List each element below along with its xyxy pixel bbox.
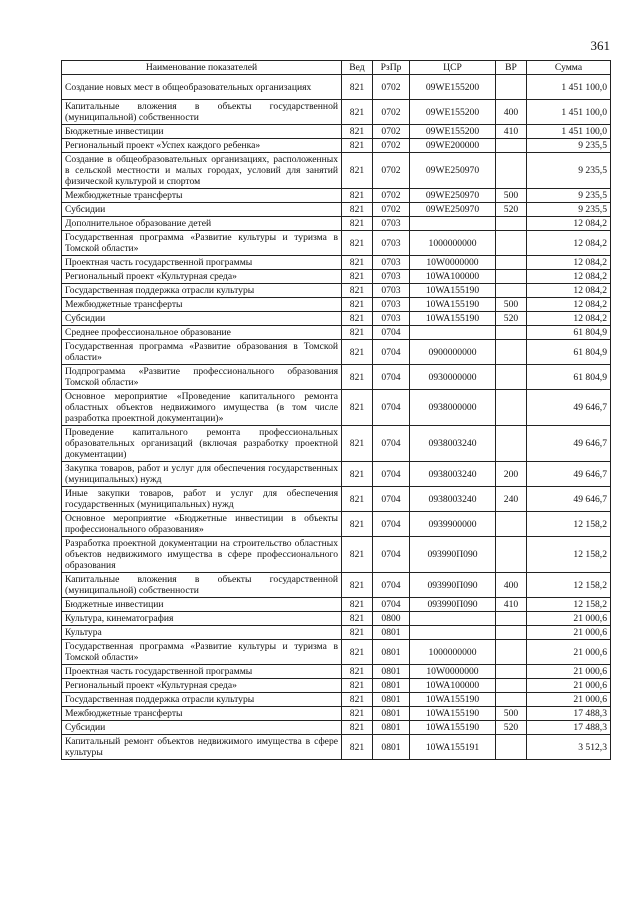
- table-row: [62, 284, 611, 298]
- cell-sum: 61 804,9: [527, 340, 611, 365]
- table-row: [62, 573, 611, 598]
- cell-rzpr: 0801: [373, 693, 410, 707]
- cell-rzpr: 0801: [373, 679, 410, 693]
- cell-ved: 821: [342, 573, 373, 598]
- cell-name: Межбюджетные трансферты: [62, 707, 342, 721]
- cell-ved: 821: [342, 640, 373, 665]
- table-row: [62, 626, 611, 640]
- cell-rzpr: 0703: [373, 312, 410, 326]
- table-row: [62, 340, 611, 365]
- cell-ved: 821: [342, 612, 373, 626]
- cell-sum: 12 084,2: [527, 231, 611, 256]
- table-row: [62, 298, 611, 312]
- cell-vr: [496, 340, 527, 365]
- cell-name: Капитальные вложения в объекты государственной (муниципальной) собственности: [62, 573, 342, 598]
- cell-sum: 9 235,5: [527, 153, 611, 189]
- cell-vr: [496, 270, 527, 284]
- cell-vr: 410: [496, 598, 527, 612]
- cell-ved: 821: [342, 139, 373, 153]
- cell-sum: 49 646,7: [527, 462, 611, 487]
- header-sum: Сумма: [527, 61, 611, 75]
- cell-rzpr: 0702: [373, 189, 410, 203]
- cell-name: Иные закупки товаров, работ и услуг для обеспечения государственных (муниципальных) нужд: [62, 487, 342, 512]
- cell-ved: 821: [342, 487, 373, 512]
- table-row: [62, 203, 611, 217]
- cell-csr: 09WE155200: [410, 100, 496, 125]
- header-rzpr: РзПр: [373, 61, 410, 75]
- table-row: [62, 693, 611, 707]
- cell-csr: 09WE155200: [410, 125, 496, 139]
- cell-name: Субсидии: [62, 721, 342, 735]
- table-row: [62, 640, 611, 665]
- cell-name: Субсидии: [62, 203, 342, 217]
- cell-name: Проектная часть государственной программы: [62, 665, 342, 679]
- cell-rzpr: 0702: [373, 75, 410, 100]
- table-row: [62, 270, 611, 284]
- header-name: Наименование показателей: [62, 61, 342, 75]
- table-row: [62, 217, 611, 231]
- cell-sum: 61 804,9: [527, 326, 611, 340]
- cell-name: Субсидии: [62, 312, 342, 326]
- cell-vr: 410: [496, 125, 527, 139]
- cell-ved: 821: [342, 75, 373, 100]
- cell-sum: 12 084,2: [527, 270, 611, 284]
- cell-sum: 21 000,6: [527, 693, 611, 707]
- cell-name: Создание новых мест в общеобразовательных организациях: [62, 75, 342, 100]
- cell-rzpr: 0704: [373, 573, 410, 598]
- cell-vr: [496, 537, 527, 573]
- cell-ved: 821: [342, 340, 373, 365]
- cell-vr: [496, 665, 527, 679]
- table-row: [62, 679, 611, 693]
- cell-rzpr: 0704: [373, 390, 410, 426]
- cell-vr: 240: [496, 487, 527, 512]
- cell-sum: 21 000,6: [527, 612, 611, 626]
- table-row: [62, 231, 611, 256]
- cell-ved: 821: [342, 312, 373, 326]
- cell-ved: 821: [342, 626, 373, 640]
- cell-ved: 821: [342, 256, 373, 270]
- cell-rzpr: 0704: [373, 365, 410, 390]
- cell-ved: 821: [342, 665, 373, 679]
- cell-csr: 0900000000: [410, 340, 496, 365]
- cell-csr: 10W0000000: [410, 256, 496, 270]
- cell-ved: 821: [342, 512, 373, 537]
- table-row: [62, 462, 611, 487]
- cell-vr: 400: [496, 573, 527, 598]
- cell-sum: 17 488,3: [527, 707, 611, 721]
- cell-name: Подпрограмма «Развитие профессионального образования Томской области»: [62, 365, 342, 390]
- cell-csr: 1000000000: [410, 640, 496, 665]
- table-row: [62, 512, 611, 537]
- cell-name: Закупка товаров, работ и услуг для обеспечения государственных (муниципальных) нужд: [62, 462, 342, 487]
- cell-ved: 821: [342, 298, 373, 312]
- cell-rzpr: 0704: [373, 326, 410, 340]
- cell-sum: 9 235,5: [527, 189, 611, 203]
- cell-csr: 1000000000: [410, 231, 496, 256]
- cell-csr: 0938000000: [410, 390, 496, 426]
- cell-csr: 093990П090: [410, 598, 496, 612]
- cell-ved: 821: [342, 189, 373, 203]
- table-row: [62, 721, 611, 735]
- cell-ved: 821: [342, 365, 373, 390]
- cell-csr: 10WA155190: [410, 312, 496, 326]
- cell-vr: [496, 217, 527, 231]
- cell-name: Культура: [62, 626, 342, 640]
- cell-sum: 12 158,2: [527, 537, 611, 573]
- table-row: [62, 390, 611, 426]
- cell-ved: 821: [342, 284, 373, 298]
- cell-csr: 0938003240: [410, 487, 496, 512]
- cell-ved: 821: [342, 270, 373, 284]
- cell-csr: 0930000000: [410, 365, 496, 390]
- cell-ved: 821: [342, 721, 373, 735]
- cell-rzpr: 0800: [373, 612, 410, 626]
- cell-vr: [496, 640, 527, 665]
- table-row: [62, 537, 611, 573]
- cell-ved: 821: [342, 679, 373, 693]
- cell-rzpr: 0704: [373, 426, 410, 462]
- cell-vr: [496, 326, 527, 340]
- table-row: [62, 598, 611, 612]
- cell-rzpr: 0702: [373, 153, 410, 189]
- table-row: [62, 735, 611, 760]
- cell-csr: [410, 326, 496, 340]
- table-body: [62, 75, 611, 760]
- cell-name: Региональный проект «Культурная среда»: [62, 679, 342, 693]
- cell-rzpr: 0801: [373, 721, 410, 735]
- cell-name: Дополнительное образование детей: [62, 217, 342, 231]
- cell-vr: [496, 256, 527, 270]
- cell-vr: [496, 153, 527, 189]
- cell-name: Государственная поддержка отрасли культуры: [62, 693, 342, 707]
- cell-ved: 821: [342, 231, 373, 256]
- cell-name: Бюджетные инвестиции: [62, 598, 342, 612]
- table-row: [62, 139, 611, 153]
- cell-rzpr: 0801: [373, 707, 410, 721]
- cell-rzpr: 0801: [373, 640, 410, 665]
- cell-vr: [496, 612, 527, 626]
- cell-vr: [496, 231, 527, 256]
- cell-sum: 21 000,6: [527, 626, 611, 640]
- cell-csr: 10WA155190: [410, 707, 496, 721]
- cell-csr: 0939900000: [410, 512, 496, 537]
- cell-vr: [496, 390, 527, 426]
- header-ved: Вед: [342, 61, 373, 75]
- cell-name: Бюджетные инвестиции: [62, 125, 342, 139]
- cell-csr: 10WA155190: [410, 721, 496, 735]
- cell-vr: 520: [496, 721, 527, 735]
- cell-rzpr: 0702: [373, 139, 410, 153]
- cell-csr: 093990П090: [410, 537, 496, 573]
- cell-sum: 12 084,2: [527, 217, 611, 231]
- cell-name: Культура, кинематография: [62, 612, 342, 626]
- cell-sum: 12 158,2: [527, 512, 611, 537]
- table-row: [62, 487, 611, 512]
- cell-sum: 12 084,2: [527, 284, 611, 298]
- budget-table: [61, 60, 611, 760]
- table-row: [62, 426, 611, 462]
- cell-rzpr: 0703: [373, 231, 410, 256]
- cell-vr: [496, 284, 527, 298]
- table-row: [62, 326, 611, 340]
- cell-name: Капитальные вложения в объекты государственной (муниципальной) собственности: [62, 100, 342, 125]
- cell-rzpr: 0704: [373, 487, 410, 512]
- cell-ved: 821: [342, 598, 373, 612]
- cell-name: Основное мероприятие «Бюджетные инвестиции в объекты профессионального образования»: [62, 512, 342, 537]
- cell-csr: 10WA155190: [410, 298, 496, 312]
- cell-sum: 12 084,2: [527, 312, 611, 326]
- cell-csr: 10WA100000: [410, 270, 496, 284]
- cell-ved: 821: [342, 426, 373, 462]
- cell-vr: 500: [496, 707, 527, 721]
- cell-rzpr: 0703: [373, 284, 410, 298]
- cell-vr: [496, 626, 527, 640]
- cell-sum: 12 158,2: [527, 598, 611, 612]
- cell-csr: 09WE200000: [410, 139, 496, 153]
- table-row: [62, 153, 611, 189]
- cell-sum: 17 488,3: [527, 721, 611, 735]
- cell-sum: 12 084,2: [527, 256, 611, 270]
- cell-vr: [496, 693, 527, 707]
- page-number: 361: [590, 38, 610, 53]
- cell-name: Государственная программа «Развитие образования в Томской области»: [62, 340, 342, 365]
- cell-sum: 21 000,6: [527, 665, 611, 679]
- table-row: [62, 189, 611, 203]
- table-row: [62, 707, 611, 721]
- cell-vr: [496, 735, 527, 760]
- cell-rzpr: 0702: [373, 125, 410, 139]
- cell-ved: 821: [342, 462, 373, 487]
- table-row: [62, 75, 611, 100]
- cell-name: Основное мероприятие «Проведение капитального ремонта областных объектов недвижимого имущества (в том числе разработка проектной документации)»: [62, 390, 342, 426]
- cell-csr: [410, 217, 496, 231]
- header-csr: ЦСР: [410, 61, 496, 75]
- cell-sum: 21 000,6: [527, 640, 611, 665]
- cell-ved: 821: [342, 735, 373, 760]
- cell-ved: 821: [342, 100, 373, 125]
- table-row: [62, 125, 611, 139]
- cell-name: Проведение капитального ремонта профессиональных образовательных организаций (включая разработку проектной документации): [62, 426, 342, 462]
- cell-name: Создание в общеобразовательных организациях, расположенных в сельской местности и малых городах, условий для занятий физической культурой и спортом: [62, 153, 342, 189]
- cell-rzpr: 0703: [373, 217, 410, 231]
- cell-csr: 09WE250970: [410, 203, 496, 217]
- cell-vr: 520: [496, 312, 527, 326]
- table-row: [62, 312, 611, 326]
- cell-ved: 821: [342, 537, 373, 573]
- cell-name: Государственная программа «Развитие культуры и туризма в Томской области»: [62, 231, 342, 256]
- cell-vr: 500: [496, 298, 527, 312]
- cell-csr: 10WA155190: [410, 284, 496, 298]
- cell-ved: 821: [342, 707, 373, 721]
- cell-vr: [496, 512, 527, 537]
- cell-rzpr: 0704: [373, 512, 410, 537]
- cell-name: Государственная программа «Развитие культуры и туризма в Томской области»: [62, 640, 342, 665]
- cell-sum: 21 000,6: [527, 679, 611, 693]
- cell-ved: 821: [342, 125, 373, 139]
- cell-sum: 1 451 100,0: [527, 75, 611, 100]
- cell-rzpr: 0702: [373, 100, 410, 125]
- cell-ved: 821: [342, 390, 373, 426]
- cell-name: Региональный проект «Успех каждого ребенка»: [62, 139, 342, 153]
- cell-sum: 9 235,5: [527, 203, 611, 217]
- cell-ved: 821: [342, 203, 373, 217]
- cell-vr: [496, 75, 527, 100]
- cell-vr: 500: [496, 189, 527, 203]
- cell-vr: [496, 679, 527, 693]
- table-header-row: [62, 61, 611, 75]
- cell-sum: 1 451 100,0: [527, 125, 611, 139]
- cell-rzpr: 0704: [373, 537, 410, 573]
- cell-csr: 10WA155190: [410, 693, 496, 707]
- cell-name: Среднее профессиональное образование: [62, 326, 342, 340]
- table-row: [62, 256, 611, 270]
- cell-csr: 10W0000000: [410, 665, 496, 679]
- cell-rzpr: 0703: [373, 270, 410, 284]
- cell-csr: [410, 612, 496, 626]
- cell-sum: 1 451 100,0: [527, 100, 611, 125]
- cell-sum: 49 646,7: [527, 487, 611, 512]
- cell-name: Государственная поддержка отрасли культуры: [62, 284, 342, 298]
- cell-sum: 3 512,3: [527, 735, 611, 760]
- cell-csr: [410, 626, 496, 640]
- table-row: [62, 100, 611, 125]
- cell-name: Разработка проектной документации на строительство областных объектов недвижимого имущества в сфере профессионального образования: [62, 537, 342, 573]
- table-row: [62, 665, 611, 679]
- cell-name: Межбюджетные трансферты: [62, 298, 342, 312]
- cell-ved: 821: [342, 693, 373, 707]
- cell-name: Региональный проект «Культурная среда»: [62, 270, 342, 284]
- cell-vr: [496, 426, 527, 462]
- cell-csr: 10WA155191: [410, 735, 496, 760]
- cell-vr: [496, 365, 527, 390]
- cell-vr: 200: [496, 462, 527, 487]
- table-row: [62, 612, 611, 626]
- cell-name: Проектная часть государственной программы: [62, 256, 342, 270]
- cell-rzpr: 0702: [373, 203, 410, 217]
- cell-csr: 0938003240: [410, 462, 496, 487]
- cell-csr: 0938003240: [410, 426, 496, 462]
- cell-csr: 09WE250970: [410, 153, 496, 189]
- cell-csr: 09WE250970: [410, 189, 496, 203]
- cell-sum: 9 235,5: [527, 139, 611, 153]
- cell-name: Межбюджетные трансферты: [62, 189, 342, 203]
- cell-sum: 12 158,2: [527, 573, 611, 598]
- cell-sum: 49 646,7: [527, 390, 611, 426]
- cell-rzpr: 0801: [373, 735, 410, 760]
- header-vr: ВР: [496, 61, 527, 75]
- cell-csr: 093990П090: [410, 573, 496, 598]
- cell-rzpr: 0704: [373, 598, 410, 612]
- cell-ved: 821: [342, 217, 373, 231]
- table-row: [62, 365, 611, 390]
- cell-sum: 61 804,9: [527, 365, 611, 390]
- cell-vr: 400: [496, 100, 527, 125]
- cell-sum: 12 084,2: [527, 298, 611, 312]
- cell-sum: 49 646,7: [527, 426, 611, 462]
- cell-rzpr: 0703: [373, 256, 410, 270]
- cell-name: Капитальный ремонт объектов недвижимого имущества в сфере культуры: [62, 735, 342, 760]
- cell-ved: 821: [342, 153, 373, 189]
- cell-rzpr: 0704: [373, 462, 410, 487]
- cell-rzpr: 0801: [373, 665, 410, 679]
- cell-ved: 821: [342, 326, 373, 340]
- cell-vr: 520: [496, 203, 527, 217]
- cell-rzpr: 0801: [373, 626, 410, 640]
- cell-csr: 09WE155200: [410, 75, 496, 100]
- cell-csr: 10WA100000: [410, 679, 496, 693]
- cell-rzpr: 0703: [373, 298, 410, 312]
- cell-vr: [496, 139, 527, 153]
- cell-rzpr: 0704: [373, 340, 410, 365]
